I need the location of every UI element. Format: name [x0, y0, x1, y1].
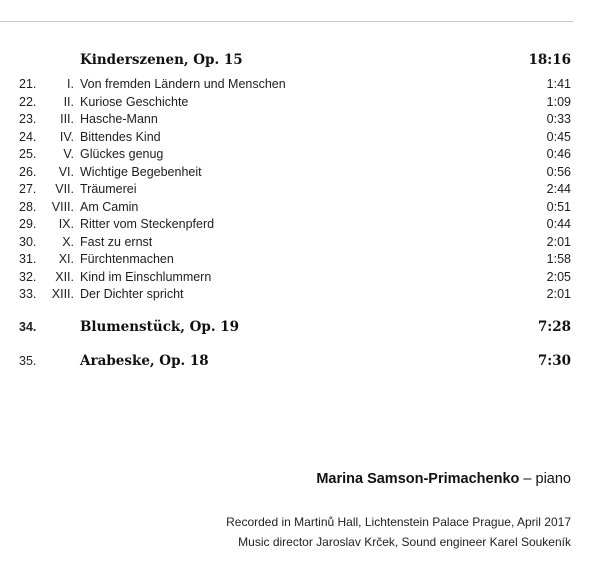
track-row — [0, 111, 599, 129]
track-number: 25. — [19, 147, 37, 161]
track-duration: 2:44 — [546, 182, 571, 196]
track-title: Kind im Einschlummern — [80, 269, 212, 284]
movement-number: II. — [63, 94, 74, 109]
track-duration: 0:46 — [546, 147, 571, 161]
track-title: Kuriose Geschichte — [80, 94, 189, 109]
track-duration: 0:44 — [546, 217, 571, 231]
track-title: Der Dichter spricht — [80, 287, 184, 301]
movement-number: V. — [63, 147, 74, 161]
track-title: Fürchtenmachen — [80, 252, 174, 266]
movement-number: XIII. — [51, 287, 74, 301]
track-row — [0, 269, 599, 287]
track-duration: 2:05 — [546, 269, 571, 284]
track-row — [0, 251, 599, 269]
movement-number: VII. — [55, 182, 74, 196]
track-duration: 1:09 — [546, 94, 571, 109]
track-title: Träumerei — [80, 182, 137, 196]
performer-role: – piano — [519, 471, 571, 487]
track-title: Wichtige Begebenheit — [80, 164, 202, 179]
track-list — [0, 76, 599, 304]
recording-credits — [226, 512, 571, 552]
track-row — [0, 216, 599, 234]
track-duration: 1:41 — [546, 77, 571, 91]
track-number: 32. — [19, 269, 37, 284]
performer-name: Marina Samson-Primachenko — [316, 471, 520, 487]
track-number: 33. — [19, 287, 37, 301]
track-row — [0, 199, 599, 217]
track-number: 21. — [19, 77, 37, 91]
track-duration: 2:01 — [546, 287, 571, 301]
track-title: Hasche-Mann — [80, 112, 158, 126]
movement-number: X. — [62, 234, 74, 249]
track-number: 26. — [19, 164, 37, 179]
work-number-arabeske: 35. — [19, 354, 37, 368]
track-duration: 0:51 — [546, 199, 571, 214]
track-duration: 0:56 — [546, 164, 571, 179]
track-title: Von fremden Ländern und Menschen — [80, 77, 286, 91]
movement-number: IV. — [59, 129, 74, 144]
movement-number: I. — [67, 77, 74, 91]
track-row — [0, 94, 599, 112]
track-duration: 0:33 — [546, 112, 571, 126]
track-row — [0, 129, 599, 147]
track-number: 27. — [19, 182, 37, 196]
track-duration: 2:01 — [546, 234, 571, 249]
track-title: Fast zu ernst — [80, 234, 153, 249]
performer-line — [316, 471, 571, 487]
movement-number: XII. — [55, 269, 74, 284]
track-number: 22. — [19, 94, 37, 109]
track-duration: 0:45 — [546, 129, 571, 144]
work-duration-arabeske: 7:30 — [537, 353, 571, 369]
track-row — [0, 234, 599, 252]
movement-number: IX. — [58, 217, 74, 231]
track-number: 30. — [19, 234, 37, 249]
work-title-kinderszenen: Kinderszenen, Op. 15 — [80, 52, 243, 68]
movement-number: XI. — [58, 252, 74, 266]
track-title: Ritter vom Steckenpferd — [80, 217, 215, 231]
track-row — [0, 76, 599, 94]
track-row — [0, 286, 599, 304]
track-number: 28. — [19, 199, 37, 214]
work-number-blumenstueck: 34. — [19, 320, 37, 334]
track-duration: 1:58 — [546, 252, 571, 266]
track-number: 23. — [19, 112, 37, 126]
recording-staff: Music director Jaroslav Krček, Sound engineer Karel Soukeník — [238, 535, 571, 549]
movement-number: VIII. — [51, 199, 74, 214]
track-title: Glückes genug — [80, 147, 164, 161]
track-number: 31. — [19, 252, 37, 266]
track-row — [0, 164, 599, 182]
work-title-arabeske: Arabeske, Op. 18 — [80, 353, 209, 369]
track-row — [0, 146, 599, 164]
movement-number: VI. — [58, 164, 74, 179]
top-divider — [0, 21, 573, 22]
recording-location: Recorded in Martinů Hall, Lichtenstein Palace Prague, April 2017 — [226, 515, 571, 529]
work-duration-blumenstueck: 7:28 — [537, 319, 571, 335]
track-number: 24. — [19, 129, 37, 144]
movement-number: III. — [60, 112, 74, 126]
track-title: Bittendes Kind — [80, 129, 161, 144]
work-duration-kinderszenen: 18:16 — [528, 52, 571, 68]
work-title-blumenstueck: Blumenstück, Op. 19 — [80, 319, 240, 335]
track-row — [0, 181, 599, 199]
track-number: 29. — [19, 217, 37, 231]
track-title: Am Camin — [80, 199, 139, 214]
